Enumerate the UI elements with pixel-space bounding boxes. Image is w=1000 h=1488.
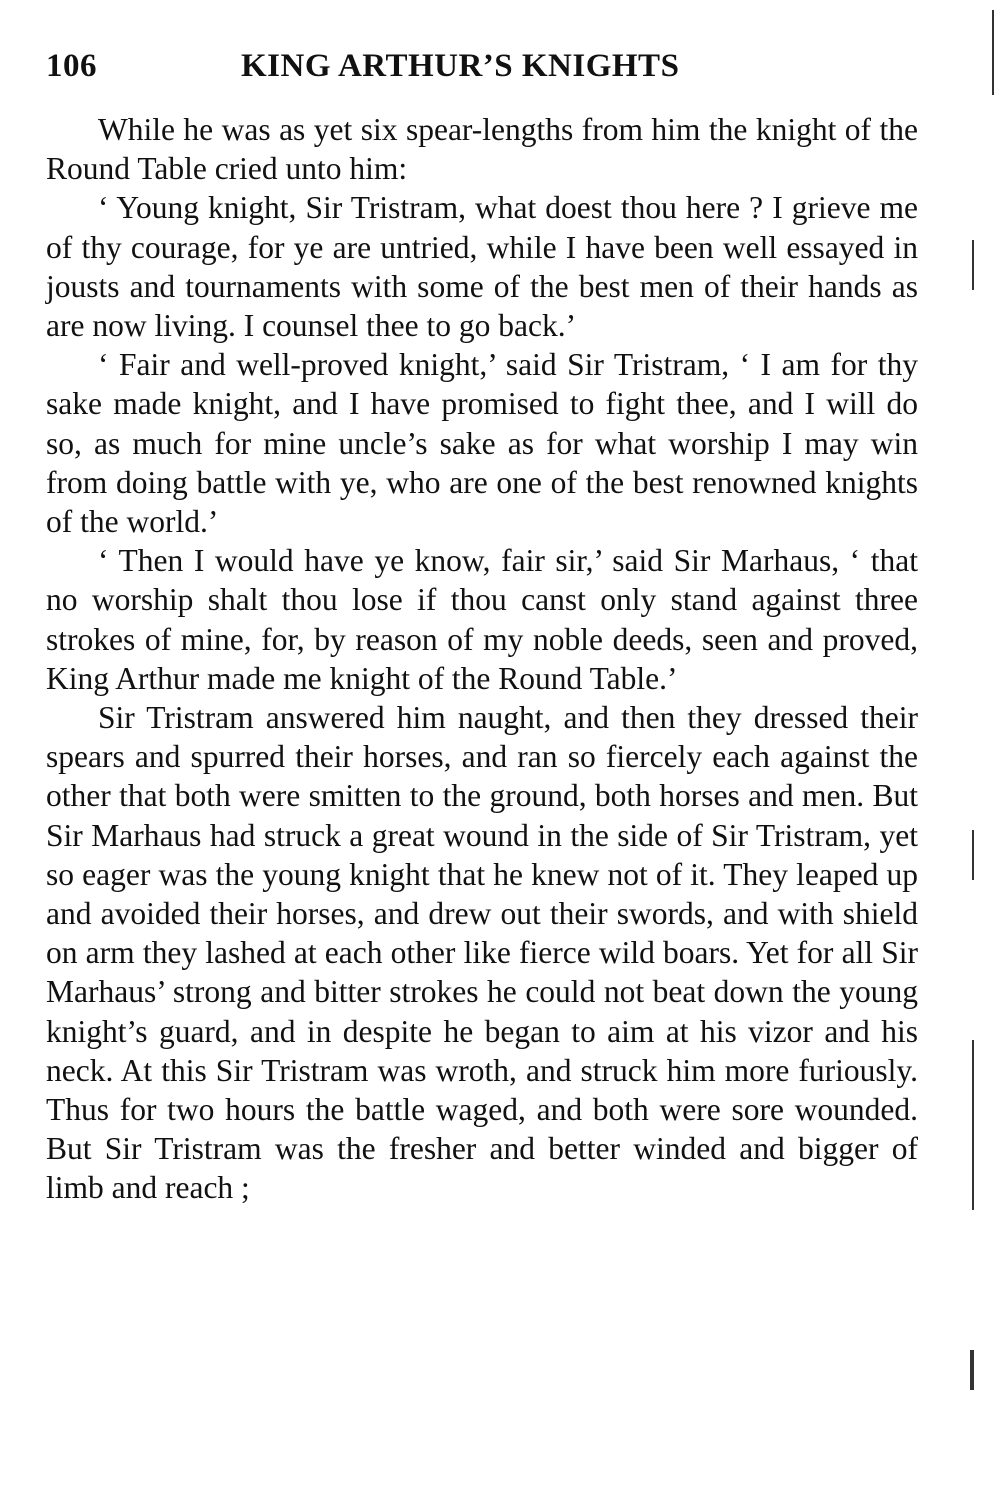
paragraph: While he was as yet six spear-lengths from him the knight of the Round Table cried unto him: <box>46 112 918 187</box>
running-head: KING ARTHUR’S KNIGHTS <box>241 48 680 84</box>
scan-mark <box>970 1350 974 1390</box>
paragraph: ‘ Fair and well-proved knight,’ said Sir Tristram, ‘ I am for thy sake made knight, and I have promised to fight thee, and I will do so, as much for mine uncle’s sake as for what worship I may win from doing battle with ye, who are one of the best renowned knights of the world.’ <box>46 347 918 540</box>
scan-mark <box>972 240 974 290</box>
paragraph: Sir Tristram answered him naught, and then they dressed their spears and spurred their horses, and ran so fiercely each against the other that both were smitten to the ground, both horses and men. But Sir Marhaus had struck a great wound in the side of Sir Tristram, yet so eager was the young knight that he knew not of it. They leaped up and avoided their horses, and drew out their swords, and with shield on arm they lashed at each other like fierce wild boars. Yet for all Sir Marhaus’ strong and bitter strokes he could not beat down the young knight’s guard, and in despite he began to aim at his vizor and his neck. At this Sir Tristram was wroth, and struck him more furiously. Thus for two hours the battle waged, and both were sore wounded. But Sir Tristram was the fresher and better winded and bigger of limb and reach ; <box>46 700 918 1206</box>
body-text <box>46 110 918 1208</box>
scan-mark <box>972 1040 974 1210</box>
paragraph: ‘ Young knight, Sir Tristram, what doest thou here ? I grieve me of thy courage, for ye are untried, while I have been well essayed in jousts and tournaments with some of the best men of their hands as are now living. I counsel thee to go back.’ <box>46 190 918 344</box>
scan-mark <box>972 830 974 880</box>
page-number: 106 <box>46 48 97 84</box>
paragraph: ‘ Then I would have ye know, fair sir,’ said Sir Marhaus, ‘ that no worship shalt thou lose if thou canst only stand against three strokes of mine, for, by reason of my noble deeds, seen and proved, King Arthur made me knight of the Round Table.’ <box>46 543 918 696</box>
page-header <box>46 48 926 88</box>
scan-edge-marks <box>920 0 1000 1488</box>
scan-mark <box>992 10 994 95</box>
